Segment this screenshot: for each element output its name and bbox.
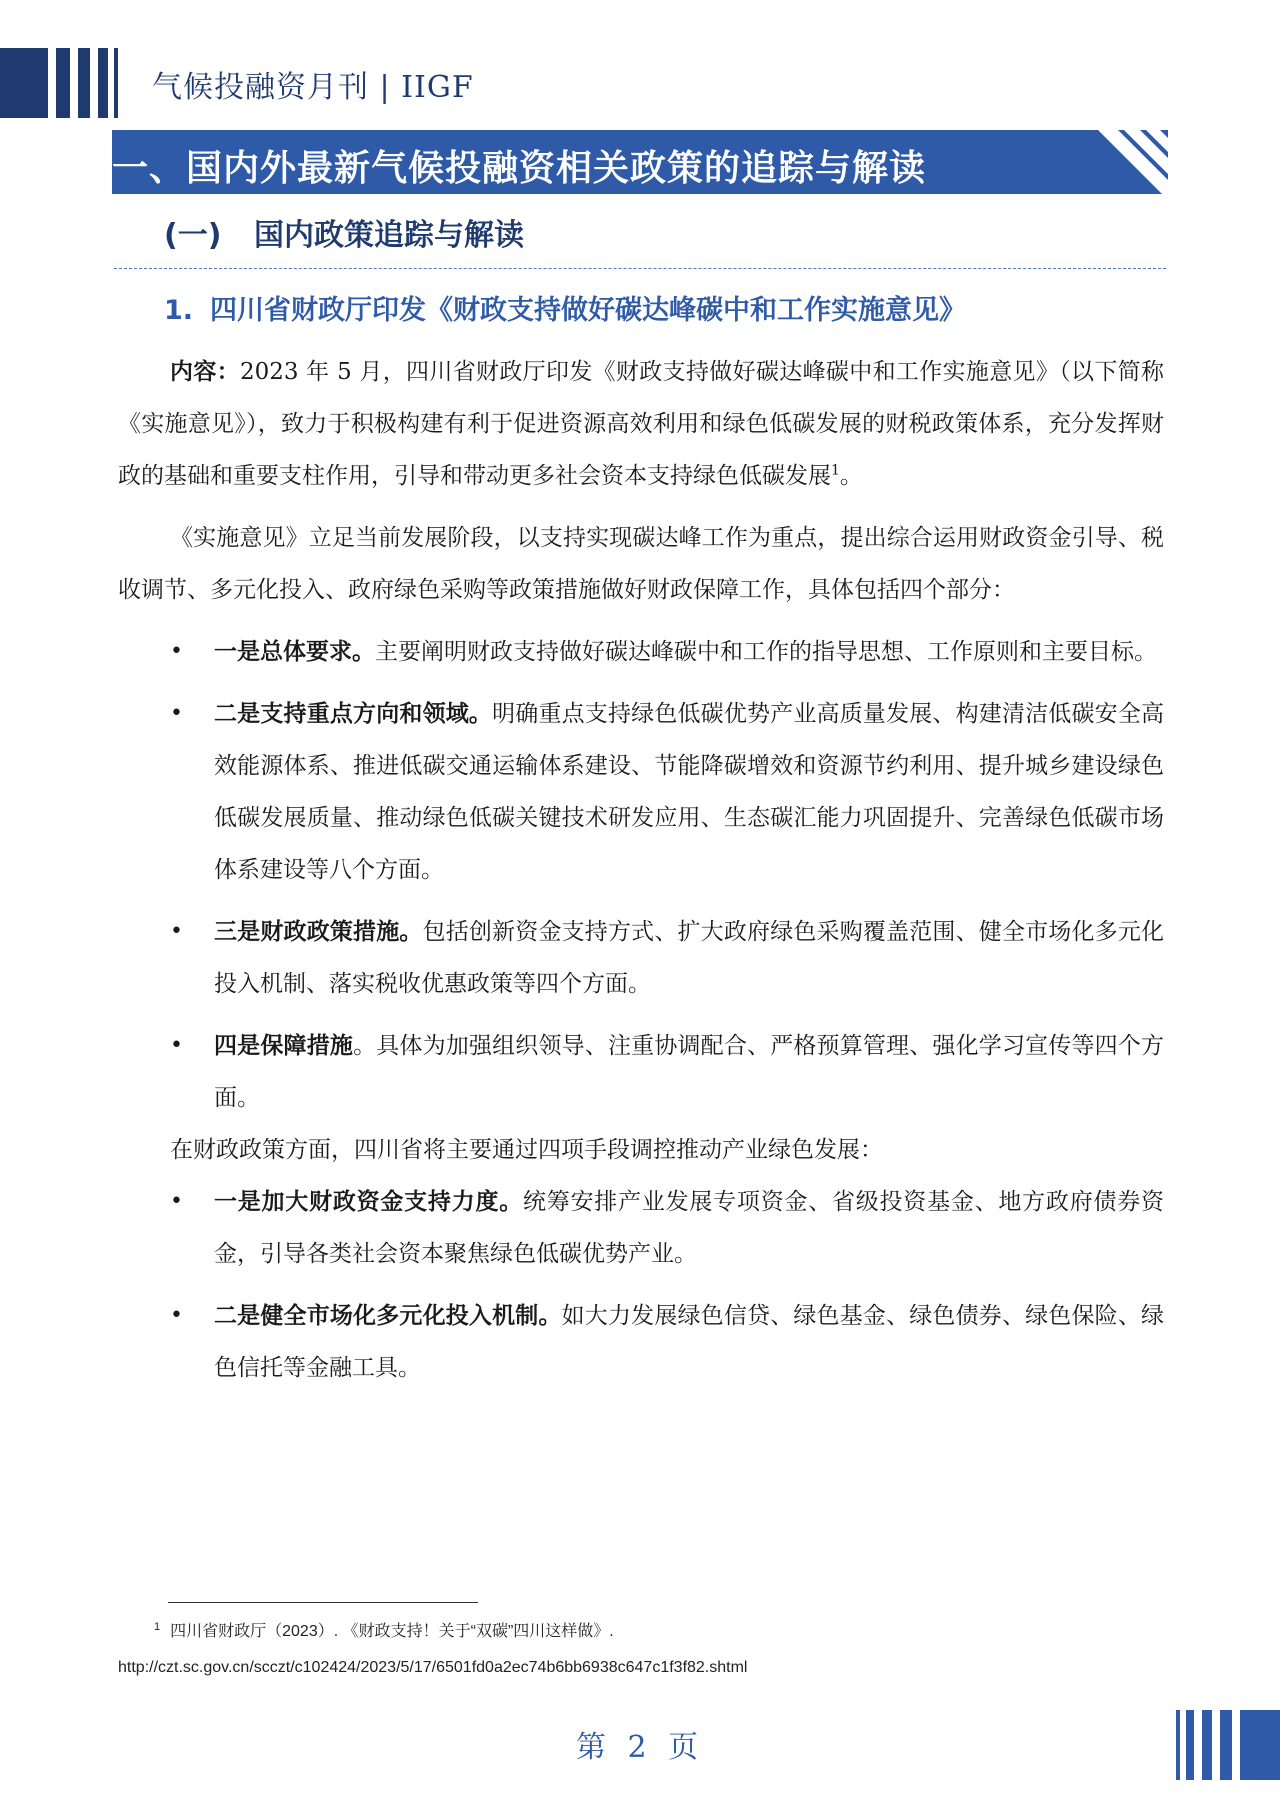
content-label: 内容： <box>170 358 240 385</box>
footnote-citation <box>118 1614 1164 1650</box>
parts-list <box>118 626 1164 1124</box>
list-item-lead: 一是加大财政资金支持力度。 <box>214 1188 523 1215</box>
list-item <box>118 1290 1164 1394</box>
list-item-text: 如大力发展绿色信贷、绿色基金、绿色债券、绿色保险、绿色信托等金融工具。 <box>214 1303 1165 1381</box>
bullet-icon: • <box>170 639 183 664</box>
paragraph-measures-intro: 在财政政策方面，四川省将主要通过四项手段调控推动产业绿色发展： <box>170 1137 883 1163</box>
dashed-divider <box>114 268 1166 269</box>
list-item-lead: 三是财政政策措施。 <box>214 918 423 945</box>
footnote-ref[interactable]: 1 <box>831 462 840 479</box>
footnote-text: 四川省财政厅（2023）. 《财政支持！关于“双碳”四川这样做》. <box>170 1623 614 1640</box>
list-item-text: 统筹安排产业发展专项资金、省级投资基金、地方政府债券资金，引导各类社会资本聚焦绿色低碳优势产业。 <box>214 1189 1165 1267</box>
page-number: 第 2 页 <box>575 1730 705 1765</box>
list-item <box>118 688 1164 896</box>
bullet-icon: • <box>170 919 183 944</box>
subsection-heading <box>164 210 524 254</box>
list-item-lead: 二是支持重点方向和领域。 <box>214 700 493 727</box>
subsection-title: 国内政策追踪与解读 <box>254 218 524 253</box>
subsection-number: (一) <box>164 218 222 253</box>
list-item-lead: 二是健全市场化多元化投入机制。 <box>214 1302 562 1329</box>
banner-stripes-icon <box>1098 130 1168 194</box>
list-item-text: 主要阐明财政支持做好碳达峰碳中和工作的指导思想、工作原则和主要目标。 <box>375 639 1157 665</box>
bullet-icon: • <box>170 701 183 726</box>
content-text: 2023 年 5 月，四川省财政厅印发《财政支持做好碳达峰碳中和工作实施意见》（以下简称《实施意见》），致力于积极构建有利于促进资源高效利用和绿色低碳发展的财税政策体系，充分发挥财政的基础和重要支柱作用，引导和带动更多社会资本支持绿色低碳发展 <box>118 359 1164 489</box>
item-number: 1. <box>164 295 194 326</box>
measures-list <box>118 1176 1164 1394</box>
list-item <box>118 1176 1164 1280</box>
content-end: 。 <box>839 463 863 489</box>
paragraph-overview: 《实施意见》立足当前发展阶段，以支持实现碳达峰工作为重点，提出综合运用财政资金引导、税收调节、多元化投入、政府绿色采购等政策措施做好财政保障工作，具体包括四个部分： <box>118 525 1164 603</box>
paragraph-content <box>118 346 1164 502</box>
list-item <box>118 906 1164 1010</box>
footnote-mark: 1 <box>154 1620 161 1633</box>
list-item-text: 。具体为加强组织领导、注重协调配合、严格预算管理、强化学习宣传等四个方面。 <box>214 1033 1165 1111</box>
item-title: 四川省财政厅印发《财政支持做好碳达峰碳中和工作实施意见》 <box>210 295 966 326</box>
article-body <box>118 346 1164 1394</box>
bullet-icon: • <box>170 1189 183 1214</box>
footnote-rule <box>168 1602 478 1603</box>
section-banner <box>112 130 1168 194</box>
list-item <box>118 1020 1164 1124</box>
footnote-url[interactable]: http://czt.sc.gov.cn/scczt/c102424/2023/5/17/6501fd0a2ec74b6bb6938c647c1f3f82.shtml <box>118 1659 748 1676</box>
bullet-icon: • <box>170 1303 183 1328</box>
list-item-lead: 四是保障措施 <box>214 1032 354 1059</box>
footnote <box>118 1614 1164 1686</box>
bullet-icon: • <box>170 1033 183 1058</box>
list-item <box>118 626 1164 678</box>
section-title: 一、国内外最新气候投融资相关政策的追踪与解读 <box>112 148 927 189</box>
list-item-text: 包括创新资金支持方式、扩大政府绿色采购覆盖范围、健全市场化多元化投入机制、落实税收优惠政策等四个方面。 <box>214 919 1165 997</box>
list-item-text: 明确重点支持绿色低碳优势产业高质量发展、构建清洁低碳安全高效能源体系、推进低碳交通运输体系建设、节能降碳增效和资源节约利用、提升城乡建设绿色低碳发展质量、推动绿色低碳关键技术研发应用、生态碳汇能力巩固提升、完善绿色低碳市场体系建设等八个方面。 <box>214 701 1165 883</box>
list-item-lead: 一是总体要求。 <box>214 638 375 665</box>
journal-title: 气候投融资月刊 | IIGF <box>152 70 474 105</box>
item-heading <box>164 288 966 327</box>
